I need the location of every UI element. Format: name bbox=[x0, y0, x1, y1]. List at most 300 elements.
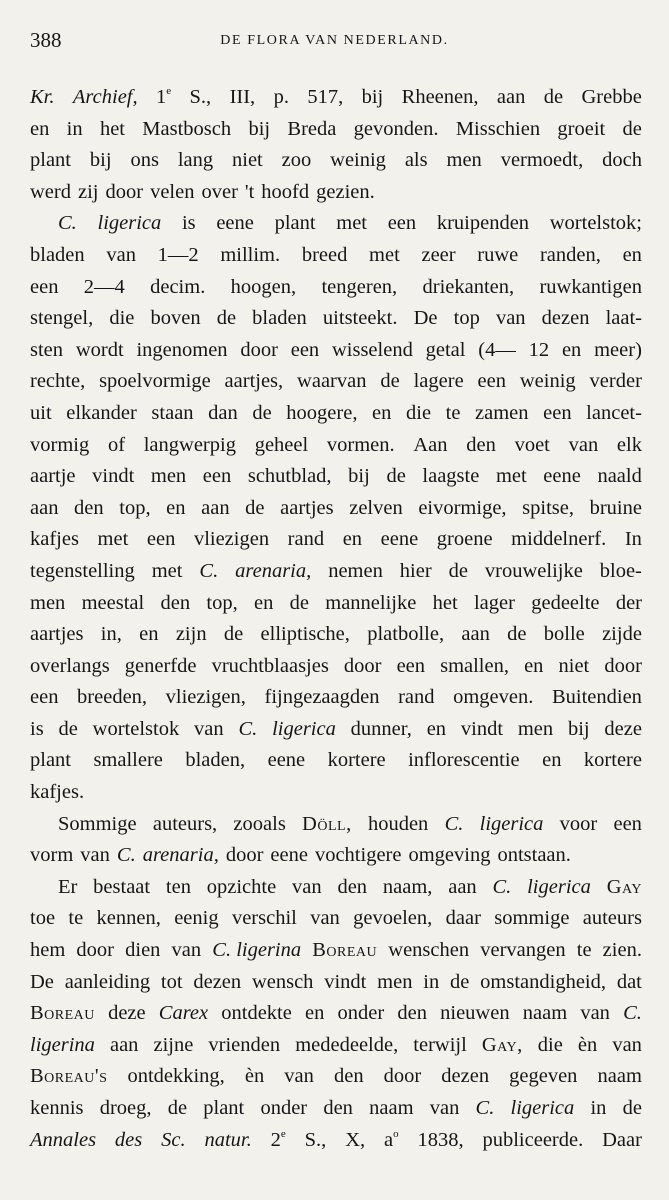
word bbox=[151, 461, 186, 493]
word-text: Grebbe bbox=[581, 86, 642, 108]
word-text: arenaria, bbox=[142, 844, 219, 867]
word-text: aanleiding bbox=[64, 970, 151, 993]
word bbox=[480, 935, 565, 967]
word-text: groeit bbox=[557, 117, 606, 140]
word-text: die bbox=[537, 1033, 563, 1056]
word-text: C. bbox=[623, 1002, 642, 1025]
word-text: zooals bbox=[233, 812, 286, 835]
word bbox=[108, 430, 125, 462]
text-line bbox=[30, 208, 642, 240]
word-text: doch bbox=[602, 149, 642, 172]
word bbox=[522, 493, 574, 525]
word-text: laat- bbox=[605, 307, 642, 330]
word-text: kafjes. bbox=[30, 781, 85, 804]
word-text: gezien. bbox=[316, 180, 375, 203]
word bbox=[386, 461, 405, 493]
word-text: elliptische, bbox=[260, 623, 350, 646]
word bbox=[413, 430, 447, 462]
word bbox=[604, 651, 642, 683]
word-text: kafjes bbox=[30, 528, 79, 551]
word bbox=[232, 903, 297, 935]
word-text: dien bbox=[125, 939, 161, 962]
word bbox=[603, 935, 642, 967]
word bbox=[286, 398, 357, 430]
word bbox=[30, 430, 89, 462]
word bbox=[76, 935, 114, 967]
word bbox=[290, 588, 309, 620]
word bbox=[327, 430, 395, 462]
word-text: getal bbox=[425, 338, 466, 361]
word bbox=[496, 461, 527, 493]
word-text: breed bbox=[301, 243, 348, 266]
word-text: te bbox=[576, 939, 592, 962]
word bbox=[204, 1125, 251, 1157]
word-text: Buitendien bbox=[551, 686, 642, 709]
word-text: èn bbox=[244, 1065, 265, 1088]
word-text: 't bbox=[244, 180, 255, 203]
text-line bbox=[30, 998, 642, 1030]
page-header bbox=[30, 28, 639, 58]
body-text bbox=[30, 82, 642, 1156]
word bbox=[30, 682, 58, 714]
word-text: een bbox=[30, 275, 59, 298]
word bbox=[295, 1030, 398, 1062]
text-line bbox=[30, 809, 642, 841]
word bbox=[594, 335, 642, 367]
word-text: door bbox=[383, 1065, 422, 1088]
word-text: 1 bbox=[156, 86, 167, 108]
word-text: niet bbox=[232, 149, 263, 172]
word-text: onder bbox=[337, 1002, 385, 1025]
word bbox=[542, 303, 590, 335]
word-text: van bbox=[310, 907, 340, 930]
word-text: wenschen bbox=[388, 939, 470, 962]
word bbox=[461, 619, 489, 651]
word-text: ten bbox=[165, 875, 191, 898]
word bbox=[105, 177, 143, 209]
word bbox=[216, 208, 254, 240]
word-text: toe bbox=[30, 907, 56, 930]
word bbox=[509, 1061, 577, 1093]
word bbox=[377, 967, 412, 999]
word bbox=[577, 935, 592, 967]
word bbox=[255, 430, 309, 462]
word bbox=[161, 967, 183, 999]
word-text: De bbox=[413, 307, 438, 330]
word bbox=[590, 366, 642, 398]
word bbox=[388, 208, 416, 240]
word-text: gedeelte bbox=[531, 591, 600, 614]
word-text: ligerica bbox=[527, 875, 591, 898]
text-line bbox=[30, 82, 642, 114]
word-text: en bbox=[342, 528, 363, 551]
word bbox=[477, 240, 518, 272]
word bbox=[161, 1125, 185, 1157]
word bbox=[302, 240, 348, 272]
word bbox=[583, 903, 642, 935]
word bbox=[345, 1125, 365, 1157]
word-text: met bbox=[369, 243, 400, 266]
word-text: een bbox=[613, 812, 642, 835]
word bbox=[423, 272, 515, 304]
word-text: naam bbox=[369, 1097, 414, 1119]
word-text: en bbox=[542, 749, 562, 772]
word-text: eivormige, bbox=[418, 496, 507, 519]
word-text: C. bbox=[238, 717, 258, 740]
word bbox=[245, 177, 254, 209]
word-text: lager bbox=[473, 591, 515, 614]
word bbox=[225, 366, 284, 398]
word-text: is bbox=[30, 717, 44, 740]
word bbox=[274, 82, 289, 114]
text-line bbox=[30, 967, 642, 999]
word-text: en bbox=[426, 717, 447, 740]
word bbox=[315, 840, 402, 872]
word bbox=[174, 903, 218, 935]
word bbox=[501, 145, 584, 177]
word bbox=[265, 682, 380, 714]
word bbox=[270, 840, 308, 872]
word bbox=[178, 145, 213, 177]
word-text: voet bbox=[514, 433, 550, 456]
word bbox=[150, 177, 194, 209]
word bbox=[99, 366, 211, 398]
word bbox=[282, 145, 312, 177]
word-text: sten bbox=[30, 338, 64, 361]
word bbox=[321, 272, 397, 304]
word bbox=[58, 208, 77, 240]
word-text: men bbox=[150, 465, 187, 488]
word-text: wordt bbox=[75, 338, 124, 361]
word-text: onder bbox=[260, 1097, 308, 1119]
word-text: de bbox=[622, 117, 642, 140]
word-text: De bbox=[30, 970, 54, 993]
word-text: met bbox=[97, 528, 129, 551]
word bbox=[369, 240, 400, 272]
word-text: zijde bbox=[602, 623, 642, 646]
word-text: bladen bbox=[30, 243, 85, 266]
word bbox=[427, 714, 446, 746]
word-text: houden bbox=[367, 812, 429, 835]
word-text: Mastbosch bbox=[142, 117, 232, 140]
word bbox=[194, 714, 224, 746]
word-text: en bbox=[139, 623, 159, 646]
word-text: 12 bbox=[528, 338, 550, 361]
word-text: lagere bbox=[413, 370, 464, 393]
word-text: Rheenen, bbox=[401, 86, 479, 108]
word-text: eene bbox=[270, 844, 308, 867]
word bbox=[100, 1093, 152, 1125]
word-text: aan bbox=[496, 86, 526, 108]
word bbox=[552, 682, 642, 714]
word-text: het bbox=[99, 117, 125, 140]
word bbox=[445, 809, 464, 841]
word bbox=[159, 998, 208, 1030]
word bbox=[280, 493, 334, 525]
word bbox=[194, 524, 269, 556]
word bbox=[68, 903, 83, 935]
word-text: zeer bbox=[421, 243, 456, 266]
word bbox=[30, 303, 93, 335]
word bbox=[106, 240, 136, 272]
word-text: top bbox=[453, 307, 480, 330]
word bbox=[212, 651, 329, 683]
word-text: Boreau bbox=[30, 1002, 95, 1025]
word-text: plant bbox=[274, 212, 316, 235]
word-text: aartjes, bbox=[224, 370, 284, 393]
word-text: vervangen bbox=[480, 939, 566, 962]
word-text: C. bbox=[58, 212, 77, 235]
word-text: den bbox=[74, 496, 104, 519]
word bbox=[400, 556, 432, 588]
word bbox=[268, 745, 306, 777]
word bbox=[154, 1030, 194, 1062]
word-text: een bbox=[30, 686, 59, 709]
word bbox=[381, 524, 419, 556]
word-text: terwijl bbox=[413, 1033, 467, 1056]
word bbox=[30, 524, 79, 556]
word-text: auteurs bbox=[582, 907, 642, 930]
word bbox=[598, 1061, 642, 1093]
word bbox=[569, 430, 599, 462]
word bbox=[336, 208, 367, 240]
word bbox=[496, 303, 526, 335]
word-text: hoofd bbox=[261, 180, 310, 203]
word-text: den bbox=[333, 1065, 364, 1088]
word bbox=[474, 588, 515, 620]
word-text: bolle bbox=[543, 623, 585, 646]
word bbox=[560, 809, 598, 841]
text-line bbox=[30, 745, 642, 777]
word-text: arenaria, bbox=[235, 559, 312, 582]
word-text: over bbox=[201, 180, 238, 203]
word-text: is bbox=[181, 212, 196, 235]
word-text: gevoelen, bbox=[353, 907, 433, 930]
word-text: in bbox=[590, 1097, 607, 1119]
word-text: daar bbox=[445, 907, 481, 930]
text-line bbox=[30, 1125, 642, 1157]
word-text: middelnerf. bbox=[511, 528, 607, 551]
word bbox=[590, 493, 642, 525]
word bbox=[93, 745, 162, 777]
word-text: naam bbox=[522, 1002, 568, 1025]
word-text: inflorescentie bbox=[408, 749, 520, 772]
word bbox=[136, 335, 227, 367]
word-text: rand bbox=[287, 528, 325, 551]
word bbox=[492, 872, 511, 904]
word-text: C. bbox=[475, 1097, 495, 1119]
word-text: en bbox=[372, 401, 392, 424]
word bbox=[212, 935, 301, 967]
word bbox=[323, 303, 398, 335]
word-text: plant bbox=[203, 1097, 245, 1119]
word-text: van bbox=[171, 939, 202, 962]
word-text: dunner, bbox=[350, 717, 412, 740]
word bbox=[30, 1125, 96, 1157]
word bbox=[235, 556, 311, 588]
word-text: de bbox=[543, 86, 564, 108]
word-text: 1838, bbox=[417, 1128, 464, 1151]
word bbox=[482, 1125, 583, 1157]
word bbox=[354, 114, 439, 146]
word-text: Misschien bbox=[455, 117, 541, 140]
word-text: kruipenden bbox=[436, 212, 530, 235]
word-text: platbolle, bbox=[367, 623, 445, 646]
word bbox=[310, 903, 340, 935]
word bbox=[324, 967, 366, 999]
word bbox=[584, 745, 642, 777]
word-text: Boreau bbox=[312, 939, 378, 962]
word-text: de bbox=[167, 1097, 188, 1119]
word-text: meestal bbox=[81, 591, 145, 614]
word bbox=[413, 1030, 467, 1062]
word bbox=[30, 240, 85, 272]
word bbox=[65, 967, 150, 999]
word-text: van bbox=[429, 1097, 460, 1119]
word-text: hoogere, bbox=[286, 401, 358, 424]
text-line bbox=[30, 272, 642, 304]
text-line bbox=[30, 1030, 642, 1062]
word bbox=[421, 240, 455, 272]
word-text: den bbox=[323, 1097, 353, 1119]
word-text: vochtigere bbox=[314, 844, 402, 867]
word bbox=[461, 714, 503, 746]
word-text: eene bbox=[267, 749, 306, 772]
word-text: 1—2 bbox=[157, 243, 199, 266]
word bbox=[193, 967, 241, 999]
word-text: een bbox=[396, 654, 426, 677]
word bbox=[207, 872, 276, 904]
word bbox=[125, 935, 160, 967]
word bbox=[414, 366, 464, 398]
word bbox=[448, 872, 476, 904]
word bbox=[559, 651, 590, 683]
word bbox=[384, 1061, 422, 1093]
word-text: van bbox=[580, 1002, 610, 1025]
word-text: Er bbox=[58, 875, 78, 898]
word-text: en bbox=[524, 654, 544, 677]
word bbox=[604, 714, 642, 746]
word-text: vliezigen bbox=[193, 528, 270, 551]
word bbox=[144, 430, 236, 462]
word bbox=[90, 145, 112, 177]
word bbox=[613, 809, 641, 841]
word bbox=[80, 840, 110, 872]
word-text: een bbox=[387, 212, 417, 235]
word-text: door bbox=[343, 654, 382, 677]
word-text: vrienden bbox=[208, 1033, 281, 1056]
word-text: hier bbox=[399, 559, 432, 582]
word bbox=[208, 398, 238, 430]
word-text: vormen. bbox=[326, 433, 395, 456]
word bbox=[450, 967, 469, 999]
word bbox=[66, 398, 137, 430]
word-text: verschil bbox=[231, 907, 297, 930]
word bbox=[217, 303, 236, 335]
word-text: als bbox=[404, 149, 428, 172]
word bbox=[156, 82, 171, 114]
word-text: en bbox=[622, 243, 642, 266]
word-text: door bbox=[604, 654, 642, 677]
word-text: wensch bbox=[251, 970, 314, 993]
text-line bbox=[30, 619, 642, 651]
word bbox=[297, 366, 366, 398]
word bbox=[30, 366, 85, 398]
word bbox=[130, 145, 158, 177]
word bbox=[206, 588, 237, 620]
word-text: a bbox=[384, 1128, 394, 1151]
word bbox=[288, 524, 324, 556]
word bbox=[437, 524, 493, 556]
word-text: den bbox=[337, 875, 368, 898]
word-text: ligerica bbox=[272, 717, 336, 740]
word bbox=[582, 82, 642, 114]
text-line bbox=[30, 556, 642, 588]
word bbox=[272, 714, 336, 746]
word bbox=[108, 998, 146, 1030]
word-text: aan bbox=[109, 1033, 139, 1056]
word bbox=[190, 82, 212, 114]
word-text: vorm bbox=[30, 844, 74, 867]
word-text: in bbox=[423, 970, 440, 993]
text-line bbox=[30, 366, 642, 398]
word-text: smallen, bbox=[440, 654, 509, 677]
word bbox=[449, 556, 468, 588]
word-text: ontdekte bbox=[221, 1002, 292, 1025]
word-text: decim. bbox=[150, 275, 206, 298]
word-text: fijngezaagden bbox=[264, 686, 380, 709]
word bbox=[602, 145, 642, 177]
word bbox=[550, 208, 642, 240]
word-text: Kr. bbox=[30, 86, 55, 108]
word bbox=[30, 840, 73, 872]
word bbox=[334, 1061, 364, 1093]
word-text: Breda bbox=[287, 117, 337, 140]
word bbox=[586, 398, 642, 430]
word bbox=[543, 461, 581, 493]
word-text: spoelvormige bbox=[99, 370, 211, 393]
word bbox=[446, 398, 461, 430]
word bbox=[220, 240, 280, 272]
word-text: of bbox=[107, 433, 126, 456]
word-text: deze bbox=[108, 1002, 146, 1025]
word bbox=[248, 461, 332, 493]
word bbox=[160, 588, 190, 620]
word bbox=[248, 114, 270, 146]
text-line bbox=[30, 651, 642, 683]
word bbox=[441, 1061, 489, 1093]
word bbox=[30, 461, 76, 493]
word-text: met bbox=[151, 559, 183, 582]
word-text: smallere bbox=[93, 749, 163, 772]
word-text: bij bbox=[361, 86, 384, 108]
word bbox=[437, 208, 529, 240]
word bbox=[372, 398, 391, 430]
word-text: aan bbox=[201, 496, 230, 519]
word bbox=[77, 682, 147, 714]
word-text: voor bbox=[559, 812, 598, 835]
word-text: men bbox=[30, 591, 66, 614]
word-text: generfde bbox=[124, 654, 197, 677]
word bbox=[447, 145, 482, 177]
word bbox=[185, 745, 245, 777]
word-text: mannelijke bbox=[325, 591, 417, 614]
word bbox=[544, 82, 563, 114]
word-text: C. ligerina bbox=[212, 939, 302, 962]
word bbox=[480, 967, 606, 999]
word bbox=[30, 398, 52, 430]
word bbox=[166, 872, 191, 904]
